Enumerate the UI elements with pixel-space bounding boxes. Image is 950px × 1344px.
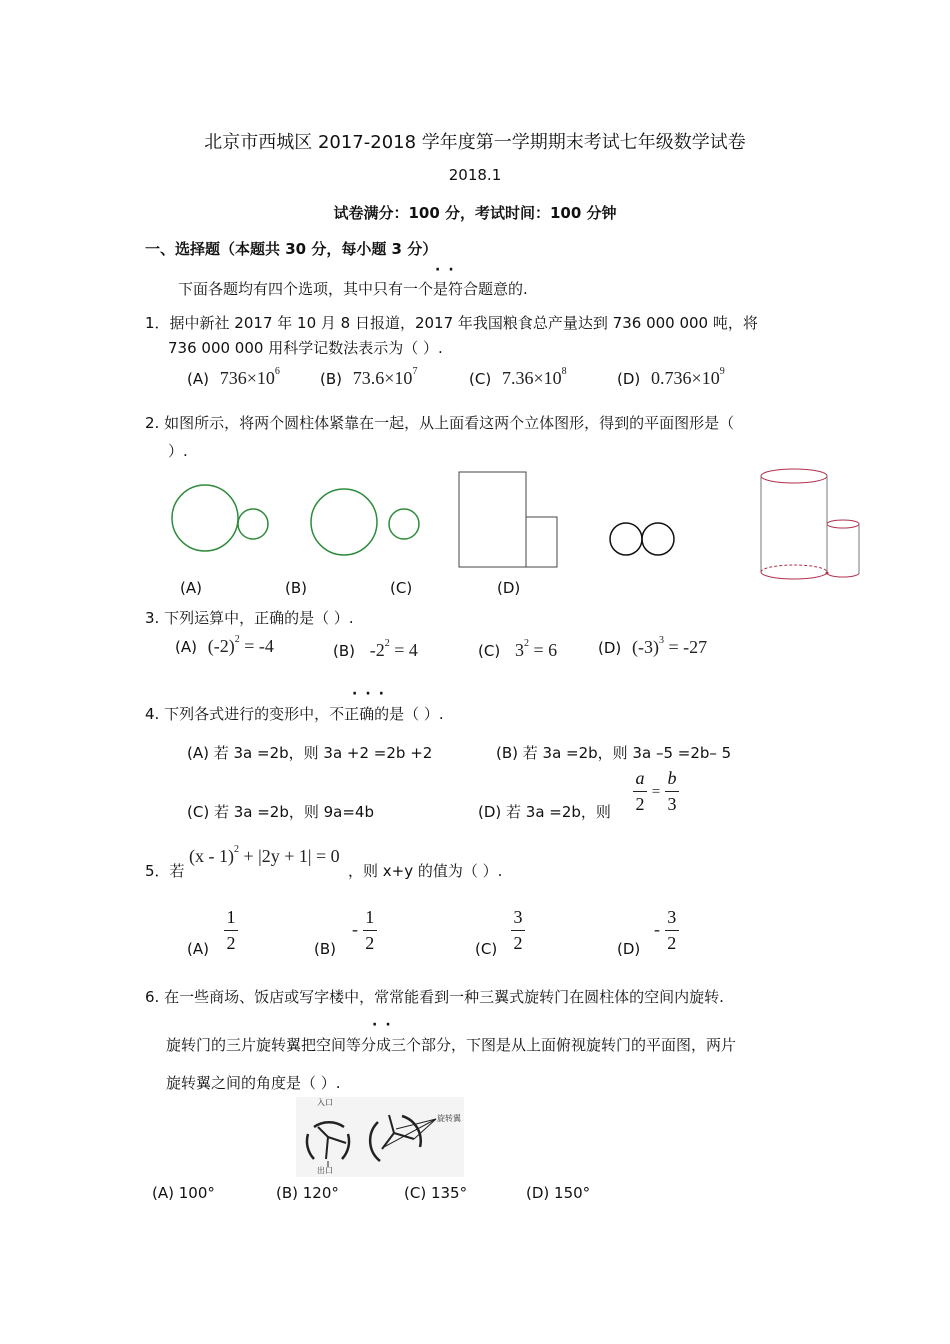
q5-option-c-value: $\frac{3}{2}$ [511,907,525,954]
q1-option-b: (B) $73.6\times 10^7$ [320,366,418,388]
q5-option-d-value: - $\frac{3}{2}$ [654,907,679,954]
q1-option-a: (A) $736\times 10^6$ [187,366,280,388]
q6-line1: 6. 在一些商场、饭店或写字楼中，常常能看到一种三翼式旋转门在圆柱体的空间内旋转. [145,988,724,1006]
q5-suffix: ，则 x+y 的值为（ ）. [348,862,503,880]
q1-option-c: (C) $7.36\times 10^8$ [469,366,567,388]
emphasis-dots: ·· [435,262,462,278]
q6-line3: 旋转翼之间的角度是（ ）. [166,1074,341,1092]
q4-option-c: (C) 若 3a =2b，则 9a=4b [187,803,374,821]
q2-figure-c [458,471,560,569]
q2-label-c: (C) [390,579,413,597]
q3-text: 3. 下列运算中，正确的是（ ）. [145,609,354,627]
q2-cylinders-figure [760,466,862,584]
q1-line2: 736 000 000 用科学记数法表示为（ ）. [168,339,443,357]
q2-line1: 2. 如图所示，将两个圆柱体紧靠在一起，从上面看这两个立体图形，得到的平面图形是（ [145,414,735,432]
score-info: 试卷满分：100 分，考试时间：100 分钟 [333,204,617,222]
q4-option-d: (D) 若 3a =2b，则 [478,803,611,821]
q4-text: 4. 下列各式进行的变形中，不正确的是（ ）. [145,705,444,723]
q2-line2: ）. [168,442,188,460]
q2-figure-b [310,488,422,558]
q2-figure-a [170,484,270,554]
section-instruction: 下面各题均有四个选项，其中只有一个是符合题意的. [178,280,528,298]
q3-option-c: (C) $3^2 = 6$ [478,638,558,660]
q2-label-b: (B) [285,579,307,597]
figure-wing-label: 旋转翼 [437,1114,461,1123]
q5-option-c-label: (C) [475,940,498,958]
q3-option-d: (D) $(-3)^3 = -27$ [598,635,708,657]
q5-expression: (x - 1)$^2$ + |2y + 1| = 0 [189,844,340,866]
q6-option-c: (C) 135° [404,1184,468,1202]
q6-option-a: (A) 100° [152,1184,215,1202]
figure-entrance-label: 入口 [317,1098,333,1107]
q2-figure-d [609,522,677,556]
q5-prefix: 5．若 [145,862,185,880]
q2-label-a: (A) [180,579,202,597]
q6-option-d: (D) 150° [526,1184,591,1202]
q5-option-a-value: $\frac{1}{2}$ [224,907,238,954]
q4-option-a: (A) 若 3a =2b，则 3a +2 =2b +2 [187,744,433,762]
q2-label-d: (D) [497,579,521,597]
q5-option-d-label: (D) [617,940,641,958]
q1-line1: 1．据中新社 2017 年 10 月 8 日报道，2017 年我国粮食总产量达到 736 000 000 吨，将 [145,314,758,332]
q6-line2: 旋转门的三片旋转翼把空间等分成三个部分，下图是从上面俯视旋转门的平面图，两片 [166,1036,737,1054]
section-heading: 一、选择题（本题共 30 分，每小题 3 分） [145,240,438,258]
revolving-door-drawing [296,1097,464,1177]
q5-option-b-value: - $\frac{1}{2}$ [352,907,377,954]
q3-option-b: (B) $-2^2 = 4$ [333,638,418,660]
figure-exit-label: 出口 [317,1166,333,1175]
q6-option-b: (B) 120° [276,1184,339,1202]
q4-option-b: (B) 若 3a =2b，则 3a –5 =2b– 5 [496,744,732,762]
emphasis-dots: ··· [352,686,392,702]
q4-d-fraction: $\frac{a}{2}$ = $\frac{b}{3}$ [633,768,679,815]
q3-option-a: (A) $(-2)^2 = -4$ [175,634,274,656]
emphasis-dots: ·· [372,1017,399,1033]
q5-option-b-label: (B) [314,940,336,958]
page-title: 北京市西城区 2017-2018 学年度第一学期期末考试七年级数学试卷 [204,132,746,153]
exam-date: 2018.1 [448,166,502,184]
q5-option-a-label: (A) [187,940,209,958]
q1-option-d: (D) $0.736\times 10^9$ [617,366,725,388]
